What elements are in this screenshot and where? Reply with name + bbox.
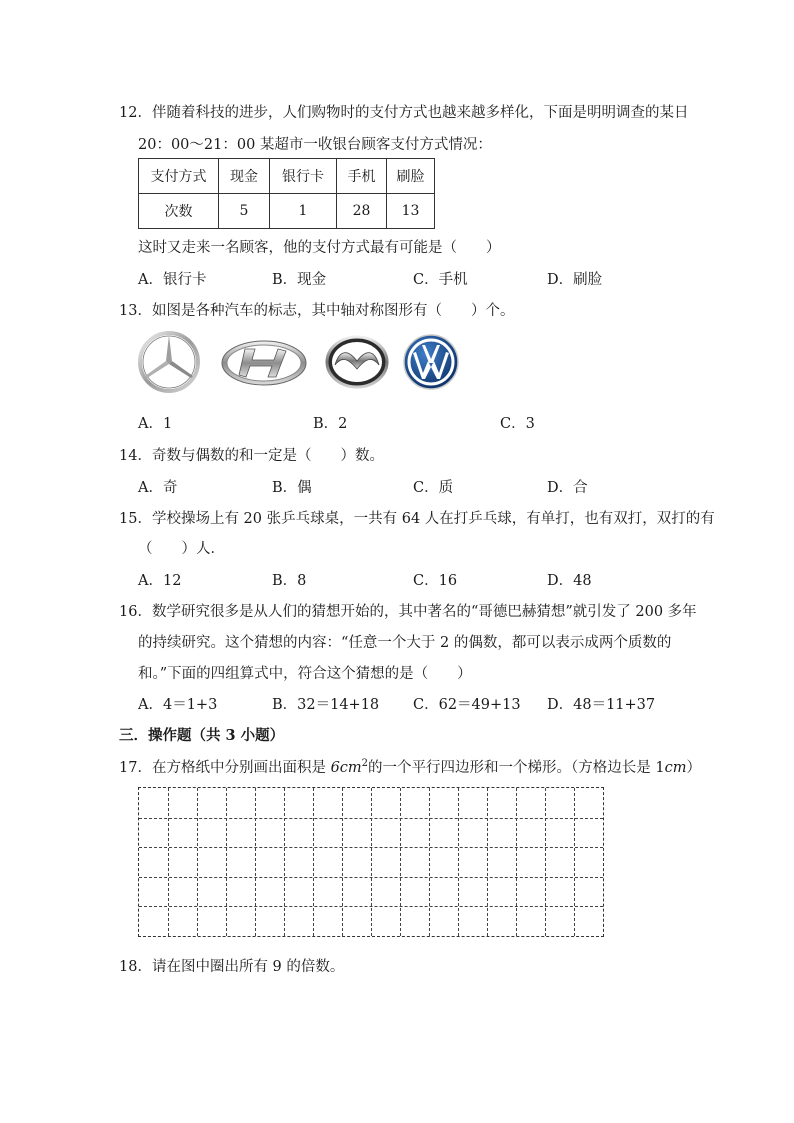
grid-line-vertical (255, 788, 256, 936)
q16-text-line2: 的持续研究。这个猜想的内容：“任意一个大于 2 的偶数，都可以表示成两个质数的 (138, 635, 672, 651)
q16-text-line3: 和。”下面的四组算式中，符合这个猜想的是（ ） (138, 666, 472, 682)
table-header-cell: 手机 (337, 159, 387, 194)
q13-option-c[interactable]: C．3 (500, 416, 535, 432)
q16-option-d[interactable]: D．48＝11+37 (547, 697, 656, 713)
table-cell: 次数 (139, 194, 219, 229)
grid-line-horizontal (139, 847, 603, 848)
q12-option-d[interactable]: D．刷脸 (547, 272, 603, 288)
table-header-cell: 支付方式 (139, 159, 219, 194)
q16-option-c[interactable]: C．62＝49+13 (413, 697, 521, 713)
grid-line-vertical (284, 788, 285, 936)
q12-text-line1: 12．伴随着科技的进步，人们购物时的支付方式也越来越多样化，下面是明明调查的某日 (119, 105, 689, 121)
grid-line-vertical (342, 788, 343, 936)
q17-prefix: 17．在方格纸中分别画出面积是 (119, 760, 331, 776)
grid-line-vertical (400, 788, 401, 936)
grid-line-vertical (371, 788, 372, 936)
q17-side-unit: cm (664, 760, 687, 776)
q13-option-b[interactable]: B．2 (313, 416, 348, 432)
q17-middle: 的一个平行四边形和一个梯形。（方格边长是 (368, 760, 656, 776)
grid-line-vertical (197, 788, 198, 936)
table-header-cell: 银行卡 (270, 159, 337, 194)
mazda-logo-icon (325, 335, 389, 389)
q15-text-line2: （ ）人． (138, 541, 225, 557)
q15-option-a[interactable]: A．12 (138, 573, 182, 589)
q15-text-line1: 15．学校操场上有 20 张乒乓球桌，一共有 64 人在打乒乓球，有单打，也有双打，双打的有 (119, 511, 715, 527)
q17-area-exp: 2 (361, 758, 369, 770)
payment-table (138, 158, 435, 229)
hyundai-logo-icon (219, 338, 309, 388)
section-title: 三．操作题（共 3 小题） (119, 727, 285, 744)
q12-option-b[interactable]: B．现金 (272, 272, 327, 288)
q13-text: 13．如图是各种汽车的标志，其中轴对称图形有（ ）个。 (119, 303, 515, 319)
grid-line-vertical (313, 788, 314, 936)
grid-line-vertical (168, 788, 169, 936)
q17-side-num: 1 (655, 760, 665, 776)
grid-line-vertical (226, 788, 227, 936)
q15-option-c[interactable]: C．16 (413, 573, 458, 589)
q14-option-c[interactable]: C．质 (413, 480, 454, 496)
q14-text: 14．奇数与偶数的和一定是（ ）数。 (119, 448, 384, 464)
q17-area-unit: cm (339, 760, 362, 776)
volkswagen-logo-icon (402, 333, 460, 391)
q15-option-b[interactable]: B．8 (272, 573, 307, 589)
q14-option-a[interactable]: A．奇 (138, 480, 178, 496)
q17-text (119, 756, 701, 777)
q16-option-a[interactable]: A．4＝1+3 (138, 697, 218, 713)
table-cell: 5 (219, 194, 270, 229)
grid-line-vertical (574, 788, 575, 936)
table-cell: 13 (387, 194, 435, 229)
grid-line-vertical (429, 788, 430, 936)
q12-question: 这时又走来一名顾客，他的支付方式最有可能是（ ） (138, 240, 501, 256)
grid-line-vertical (516, 788, 517, 936)
q15-option-d[interactable]: D．48 (547, 573, 592, 589)
table-row (139, 159, 435, 194)
square-grid-paper[interactable] (138, 787, 604, 937)
q17-suffix: ） (686, 760, 702, 776)
grid-line-horizontal (139, 906, 603, 907)
table-header-cell: 现金 (219, 159, 270, 194)
q16-text-line1: 16．数学研究很多是从人们的猜想开始的，其中著名的“哥德巴赫猜想”就引发了 200 多年 (119, 604, 697, 620)
q18-text: 18．请在图中圈出所有 9 的倍数。 (119, 959, 345, 975)
grid-line-vertical (458, 788, 459, 936)
q12-option-c[interactable]: C．手机 (413, 272, 468, 288)
q14-option-d[interactable]: D．合 (547, 480, 588, 496)
q13-option-a[interactable]: A．1 (138, 416, 173, 432)
table-row (139, 194, 435, 229)
mercedes-logo-icon (137, 330, 201, 394)
table-cell: 28 (337, 194, 387, 229)
q16-option-b[interactable]: B．32＝14+18 (272, 697, 380, 713)
table-cell: 1 (270, 194, 337, 229)
q17-area-num: 6 (330, 760, 340, 776)
q12-text-line2: 20：00～21：00 某超市一收银台顾客支付方式情况： (138, 137, 492, 153)
q12-option-a[interactable]: A．银行卡 (138, 272, 207, 288)
q14-option-b[interactable]: B．偶 (272, 480, 312, 496)
table-header-cell: 刷脸 (387, 159, 435, 194)
grid-line-horizontal (139, 877, 603, 878)
grid-line-horizontal (139, 818, 603, 819)
grid-line-vertical (545, 788, 546, 936)
grid-line-vertical (487, 788, 488, 936)
